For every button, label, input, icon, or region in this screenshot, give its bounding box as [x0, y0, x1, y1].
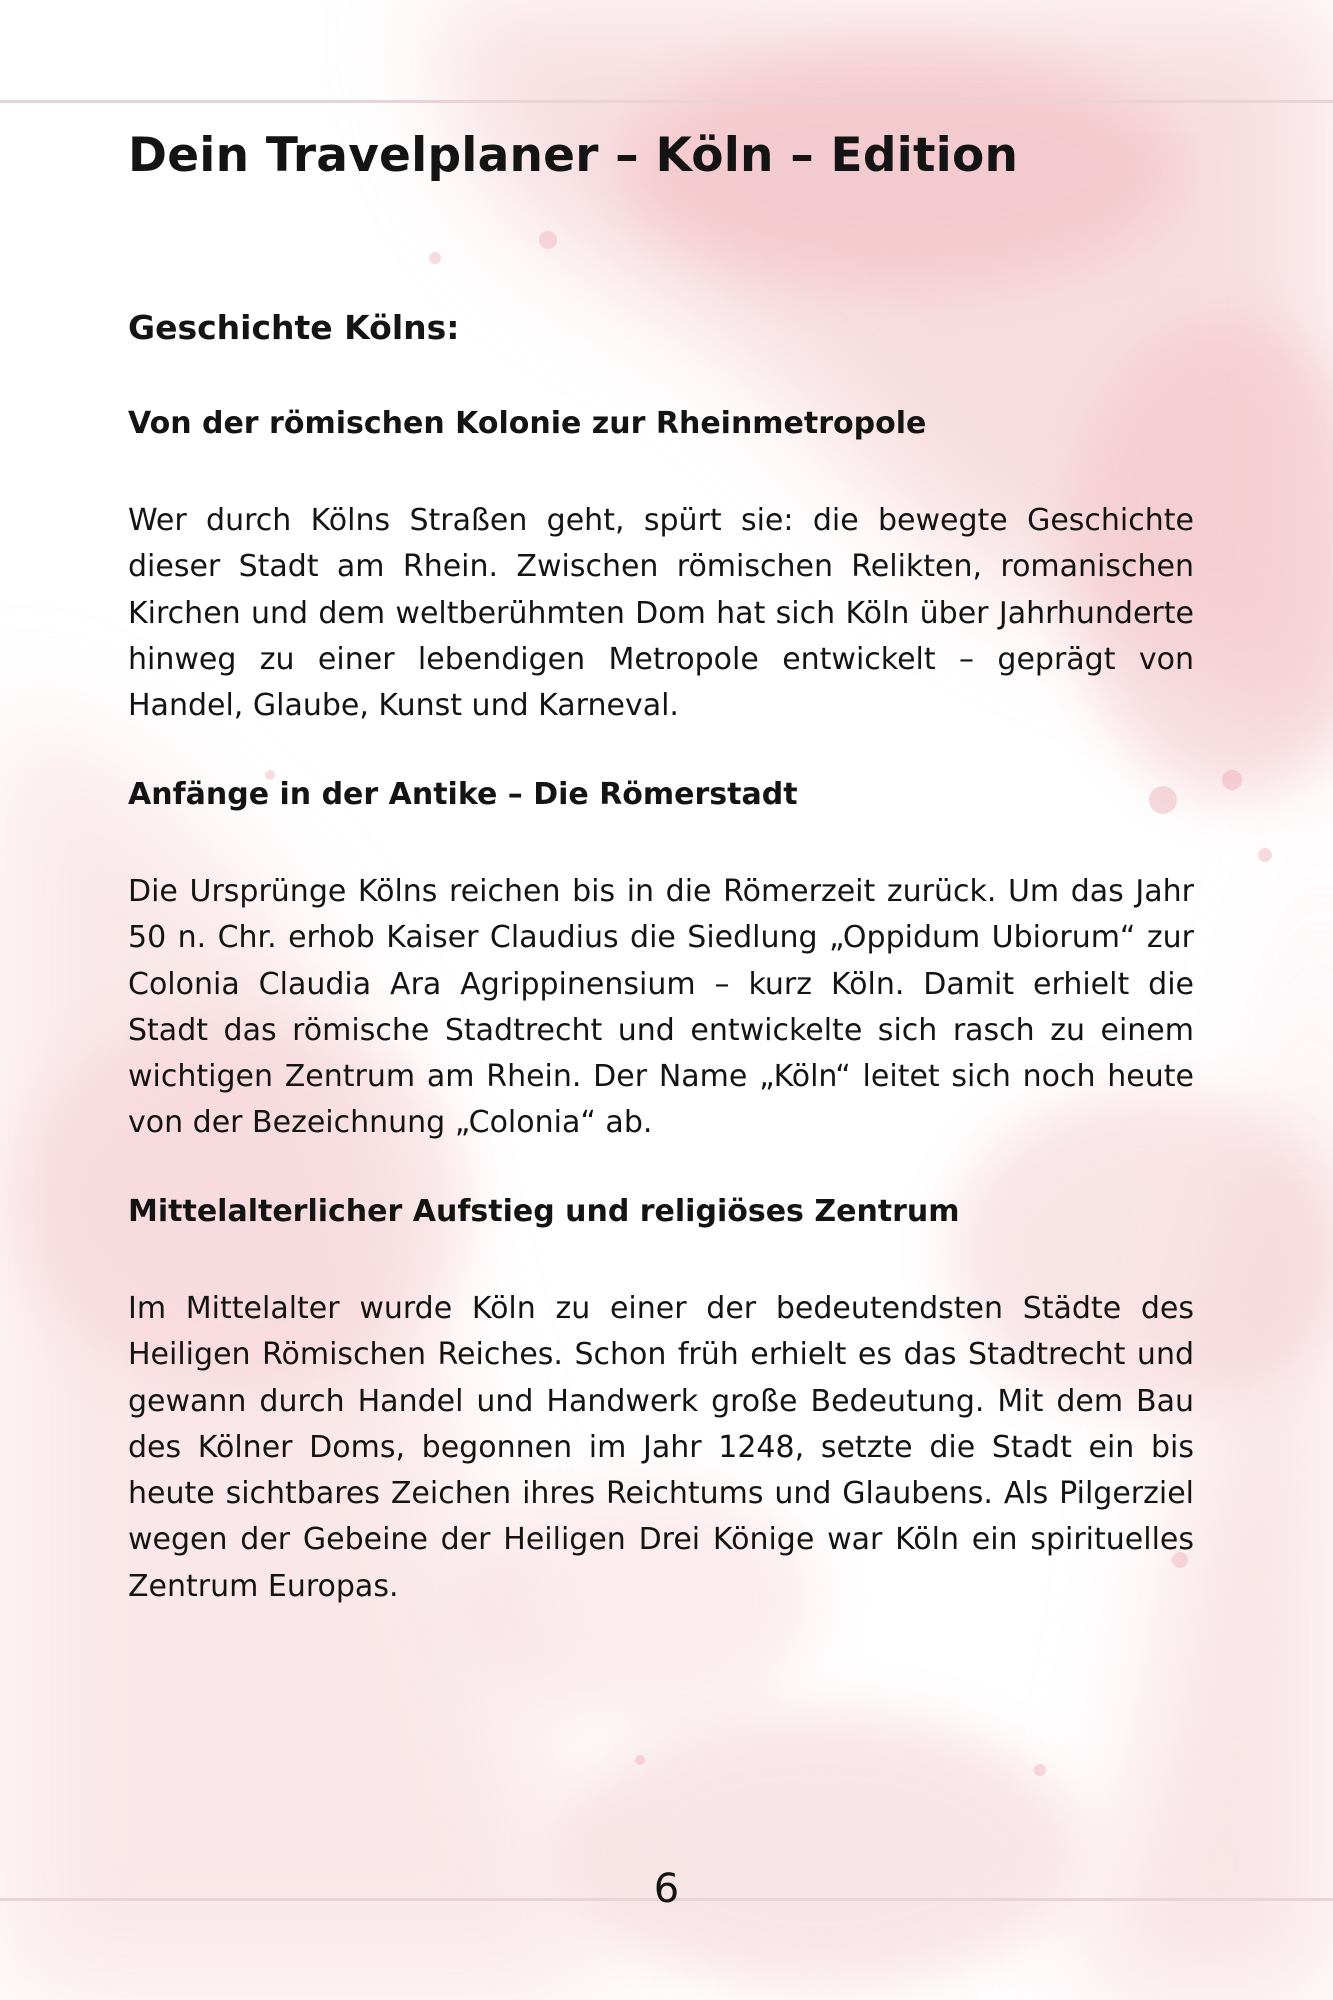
top-rule — [0, 100, 1333, 103]
subheading-roman-colony: Von der römischen Kolonie zur Rheinmetropole — [128, 406, 927, 441]
page-number: 6 — [653, 1866, 680, 1912]
paragraph-middle-ages: Im Mittelalter wurde Köln zu einer der bedeutendsten Städte des Heiligen Römischen Reiches. Schon früh erhielt es das Stadtrecht und gewann durch Handel und Handwerk große Bedeutung. Mit dem Bau des Kölner Doms, begonnen im Jahr 1248, setzte die Stadt ein bis heute sichtbares Zeichen ihres Reichtums und Glaubens. Als Pilgerziel wegen der Gebeine der Heiligen Drei Könige war Köln ein spirituelles Zentrum Europas. — [128, 1291, 1194, 1604]
subheading-middle-ages: Mittelalterlicher Aufstieg und religiöses Zentrum — [128, 1194, 960, 1229]
subheading-antiquity: Anfänge in der Antike – Die Römerstadt — [128, 777, 798, 812]
paragraph-antiquity: Die Ursprünge Kölns reichen bis in die Römerzeit zurück. Um das Jahr 50 n. Chr. erhob Kaiser Claudius die Siedlung „Oppidum Ubiorum“ zur Colonia Claudia Ara Agrippinensium – kurz Köln. Damit erhielt die Stadt das römische Stadtrecht und entwickelte sich rasch zu einem wichtigen Zentrum am Rhein. Der Name „Köln“ leitet sich noch heute von der Bezeichnung „Colonia“ ab. — [128, 874, 1194, 1141]
page-title: Dein Travelplaner – Köln – Edition — [128, 128, 1019, 183]
paragraph-intro: Wer durch Kölns Straßen geht, spürt sie: die bewegte Geschichte dieser Stadt am Rhein. Zwischen römischen Relikten, romanischen Kirchen und dem weltberühmten Dom hat sich Köln über Jahrhunderte hinweg zu einer lebendigen Metropole entwickelt – geprägt von Handel, Glaube, Kunst und Karneval. — [128, 503, 1194, 724]
section-heading: Geschichte Kölns: — [128, 308, 460, 347]
